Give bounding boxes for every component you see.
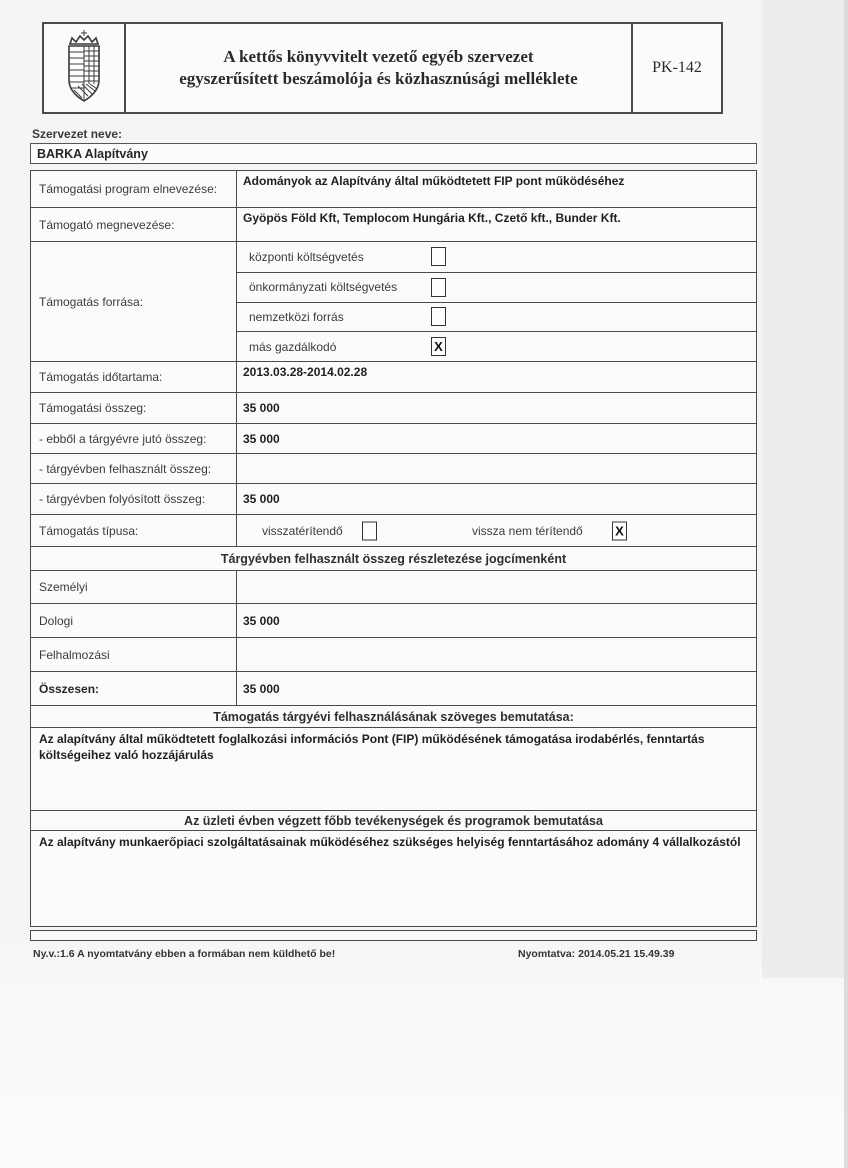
source-option-municipal-budget	[237, 272, 756, 302]
amount-current-year-value: 35 000	[243, 431, 280, 446]
form-header-box	[42, 22, 723, 114]
breakdown-total-value: 35 000	[243, 681, 280, 696]
support-type-options	[237, 515, 756, 546]
row-support-source	[31, 241, 756, 361]
breakdown-section-header: Tárgyévben felhasznált összeg részletezése jogcímenként	[31, 546, 756, 570]
scan-margin-band	[762, 0, 848, 978]
amount-label: Támogatási összeg:	[31, 393, 237, 423]
checkbox-non-repayable[interactable]: X	[612, 521, 627, 540]
form-title	[126, 24, 633, 112]
program-name-value: Adományok az Alapítvány által működtetett FIP pont működéséhez	[243, 174, 625, 188]
type-option-non-repayable-label: vissza nem térítendő	[472, 523, 583, 538]
checkbox-central-budget[interactable]	[431, 247, 446, 266]
checkbox-repayable[interactable]	[362, 521, 377, 540]
breakdown-personnel-value	[237, 571, 756, 603]
amount-disbursed-value: 35 000	[243, 492, 280, 506]
checkbox-municipal-budget[interactable]	[431, 278, 446, 297]
source-option-label: önkormányzati költségvetés	[249, 280, 398, 295]
empty-bottom-strip	[30, 930, 757, 941]
logo-cell	[44, 24, 126, 112]
row-amount	[31, 392, 756, 423]
checkbox-other-entity[interactable]: X	[431, 337, 446, 356]
supporter-label: Támogató megnevezése:	[31, 208, 237, 241]
row-amount-current-year	[31, 423, 756, 453]
row-amount-used	[31, 453, 756, 483]
amount-value: 35 000	[243, 401, 280, 415]
usage-section-header: Támogatás tárgyévi felhasználásának szöveges bemutatása:	[31, 705, 756, 727]
form-title-line1: A kettős könyvvitelt vezető egyéb szervezet	[223, 46, 534, 66]
breakdown-total-label: Összesen:	[31, 672, 237, 705]
breakdown-material-value: 35 000	[243, 613, 280, 628]
row-amount-disbursed	[31, 483, 756, 514]
row-breakdown-accumulation	[31, 637, 756, 671]
support-type-label: Támogatás típusa:	[31, 515, 237, 546]
support-details-table	[30, 170, 757, 927]
form-code: PK-142	[652, 59, 702, 76]
program-name-label: Támogatási program elnevezése:	[31, 171, 237, 207]
amount-used-value	[237, 454, 756, 483]
usage-description-text: Az alapítvány által működtetett foglalkozási információs Pont (FIP) működésének támogatása irodabérlés, fenntartás költségeihez való hozzájárulás	[31, 727, 756, 810]
amount-used-label: - tárgyévben felhasznált összeg:	[31, 454, 237, 483]
hungarian-coat-of-arms-icon	[56, 28, 112, 109]
source-option-other-entity	[237, 331, 756, 361]
support-source-label: Támogatás forrása:	[31, 242, 237, 361]
row-breakdown-personnel	[31, 570, 756, 603]
source-option-international	[237, 302, 756, 332]
breakdown-accumulation-value	[237, 638, 756, 671]
source-option-label: más gazdálkodó	[249, 339, 337, 354]
source-option-central-budget	[237, 242, 756, 272]
row-duration	[31, 361, 756, 392]
scan-edge-shadow	[844, 0, 848, 1168]
row-breakdown-material	[31, 603, 756, 637]
checkbox-international[interactable]	[431, 307, 446, 326]
source-option-label: nemzetközi forrás	[249, 309, 344, 324]
org-name-value: BARKA Alapítvány	[37, 146, 148, 161]
form-title-line2: egyszerűsített beszámolója és közhasznúsági melléklete	[179, 69, 578, 88]
footer-printed-timestamp: Nyomtatva: 2014.05.21 15.49.39	[518, 948, 675, 960]
type-option-repayable-label: visszatérítendő	[262, 523, 343, 538]
breakdown-accumulation-label: Felhalmozási	[31, 638, 237, 671]
support-source-options	[237, 242, 756, 361]
row-program-name	[31, 171, 756, 207]
activities-section-header: Az üzleti évben végzett főbb tevékenységek és programok bemutatása	[31, 810, 756, 830]
row-support-type	[31, 514, 756, 546]
duration-label: Támogatás időtartama:	[31, 362, 237, 392]
amount-disbursed-label: - tárgyévben folyósított összeg:	[31, 484, 237, 514]
breakdown-material-label: Dologi	[31, 604, 237, 637]
amount-current-year-label: - ebből a tárgyévre jutó összeg:	[31, 424, 237, 453]
supporter-value: Gyöpös Föld Kft, Templocom Hungária Kft., Czető kft., Bunder Kft.	[243, 211, 621, 225]
source-option-label: központi költségvetés	[249, 249, 364, 264]
duration-value: 2013.03.28-2014.02.28	[243, 365, 368, 379]
row-breakdown-total	[31, 671, 756, 705]
org-name-field	[30, 143, 757, 164]
org-name-label: Szervezet neve:	[32, 127, 123, 141]
row-supporter	[31, 207, 756, 241]
footer-version-note: Ny.v.:1.6 A nyomtatvány ebben a formában nem küldhető be!	[33, 948, 336, 960]
activities-description-text: Az alapítvány munkaerőpiaci szolgáltatásainak működéséhez szükséges helyiség fenntartásához adomány 4 vállalkozástól	[31, 830, 756, 926]
breakdown-personnel-label: Személyi	[31, 571, 237, 603]
